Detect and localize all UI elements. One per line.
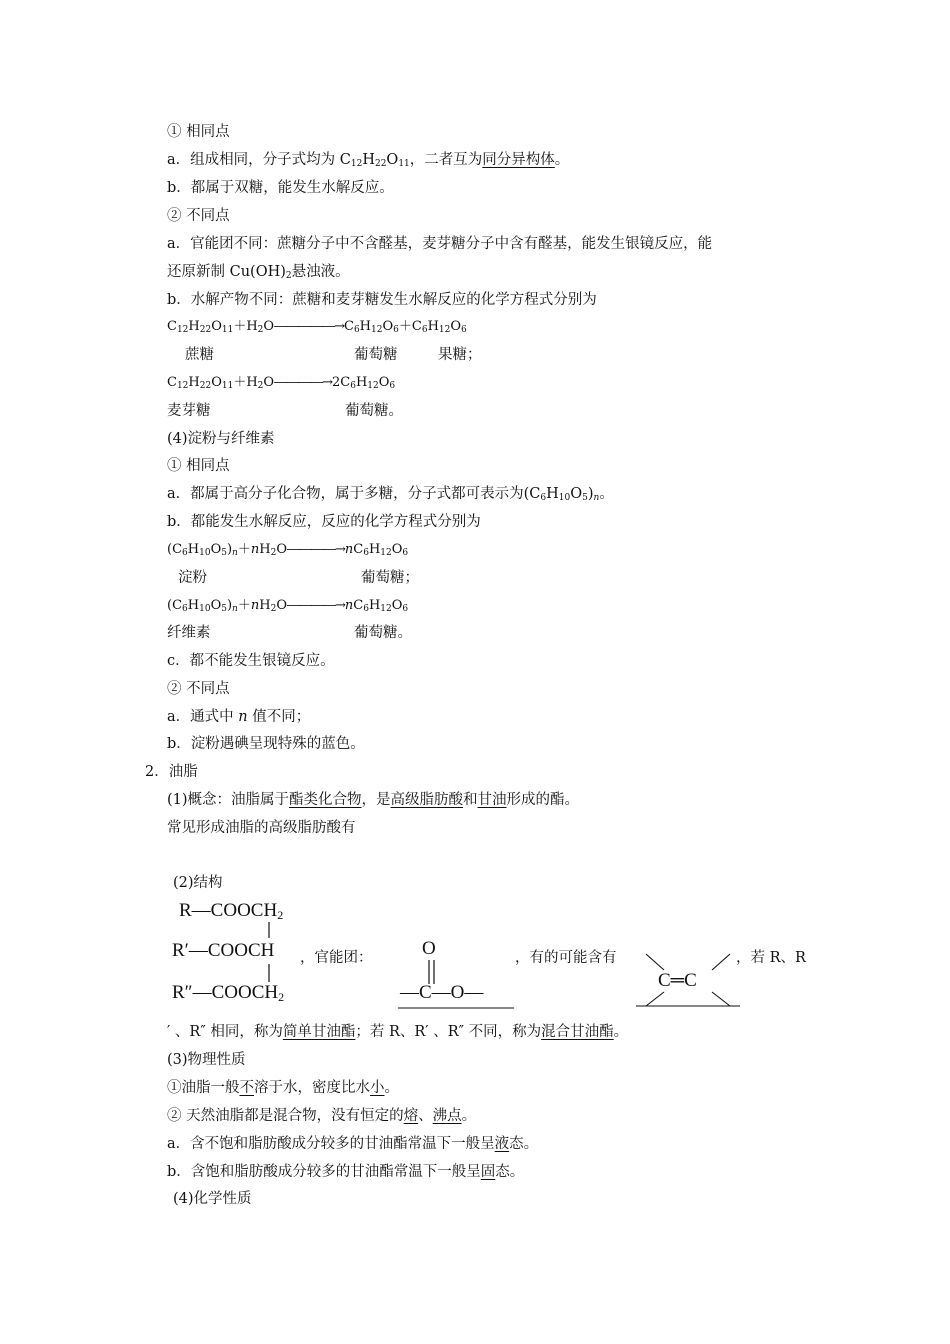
compound-label: 纤维素	[167, 625, 211, 641]
text-line: b．淀粉遇碘呈现特殊的蓝色。	[167, 736, 365, 752]
underlined-answer: 同分异构体	[482, 152, 555, 168]
structure-row: $R''—COOCH_2$	[172, 982, 285, 1004]
triglyceride-structure	[172, 896, 312, 1014]
underlined-answer: 固	[480, 1164, 496, 1180]
text-line: a．含不饱和脂肪酸成分较多的甘油酯常温下一般呈液态。	[167, 1136, 539, 1152]
structure-row: R′—COOCH	[172, 940, 275, 961]
underlined-answer: 高级脂肪酸	[390, 792, 464, 808]
compound-label: 麦芽糖	[167, 403, 211, 419]
text-line: b．都能发生水解反应，反应的化学方程式分别为	[167, 514, 481, 530]
section-heading: (4)化学性质	[173, 1191, 252, 1207]
text-line: ② 不同点	[167, 208, 230, 224]
structure-bonds	[398, 938, 516, 1010]
compound-label: 葡萄糖。	[345, 403, 403, 419]
structure-row: —C—O—	[400, 982, 484, 1003]
reaction-arrow: ―――――→	[274, 319, 344, 334]
text-line: b．都属于双糖，能发生水解反应。	[167, 180, 394, 196]
text-line: b．含饱和脂肪酸成分较多的甘油酯常温下一般呈固态。	[167, 1164, 525, 1180]
text-line: 还原新制 $Cu(OH)_2$悬浊液。	[167, 264, 350, 281]
structure-bonds	[172, 896, 312, 1014]
text-line: ① 相同点	[167, 124, 230, 140]
text-line: b．水解产物不同：蔗糖和麦芽糖发生水解反应的化学方程式分别为	[167, 292, 597, 308]
underlined-answer: 小	[370, 1080, 385, 1096]
compound-label: 淀粉	[178, 570, 207, 586]
underlined-answer: 简单甘油酯	[282, 1024, 356, 1040]
ester-group-structure	[398, 938, 516, 1010]
compound-label: 葡萄糖；	[361, 570, 419, 586]
structure-row: C═C	[658, 970, 697, 991]
equation-maltose: $C_{12}H_{22}O_{11}+H_2O――――\to 2C_6H_{12}O_6$	[167, 375, 396, 391]
underlined-answer: 混合甘油酯	[541, 1024, 614, 1040]
text-line: ② 不同点	[167, 681, 230, 697]
text-line: ′ 、R″ 相同，称为简单甘油酯；若 R、R′ 、R″ 不同，称为混合甘油酯。	[167, 1024, 629, 1040]
text-line: (1)概念：油脂属于酯类化合物，是高级脂肪酸和甘油形成的酯。	[167, 792, 580, 808]
text-line: a．官能团不同：蔗糖分子中不含醛基，麦芽糖分子中含有醛基，能发生银镜反应，能	[167, 236, 713, 252]
section-heading: (4)淀粉与纤维素	[167, 431, 275, 447]
text-line: a．通式中 n 值不同；	[167, 709, 311, 725]
text-line: ①油脂一般不溶于水，密度比水小。	[167, 1080, 399, 1096]
text-line: ① 相同点	[167, 458, 230, 474]
section-heading: (3)物理性质	[167, 1052, 246, 1068]
underlined-answer: 酯类化合物	[289, 792, 362, 808]
underlined-answer: 不	[239, 1080, 254, 1096]
structure-row: $R—COOCH_2$	[179, 900, 284, 922]
reaction-arrow: ――――→	[286, 542, 345, 557]
section-heading: 2．油脂	[145, 764, 198, 780]
compound-label: 葡萄糖	[354, 347, 398, 363]
compound-label: 果糖；	[438, 347, 482, 363]
equation-starch: $(C_6H_{10}O_5)_n+nH_2O――――\to nC_6H_{12}O_6$	[167, 542, 409, 558]
underlined-answer: 熔	[403, 1108, 419, 1124]
structure-bonds	[636, 950, 740, 1010]
text-line: a．都属于高分子化合物，属于多糖，分子式都可表示为$(C_6H_{10}O_5)_n$。	[167, 486, 614, 503]
equation-cellulose: $(C_6H_{10}O_5)_n+nH_2O――――\to nC_6H_{12}O_6$	[167, 598, 409, 614]
text-line: ② 天然油脂都是混合物，没有恒定的熔、沸点。	[167, 1108, 477, 1124]
text-line: ，若 R、R	[736, 950, 806, 966]
double-bond-structure	[636, 950, 740, 1010]
text-line: ，官能团：	[300, 950, 373, 966]
reaction-arrow: ――――→	[286, 598, 345, 613]
underlined-answer: 液	[494, 1136, 510, 1152]
compound-label: 葡萄糖。	[354, 625, 412, 641]
section-heading: (2)结构	[173, 875, 223, 891]
compound-label: 蔗糖	[185, 347, 214, 363]
structure-atom: O	[422, 938, 436, 959]
underlined-answer: 甘油	[477, 792, 507, 808]
underlined-answer: 沸点	[432, 1108, 462, 1124]
reaction-arrow: ――――→	[274, 375, 332, 390]
text-line: 常见形成油脂的高级脂肪酸有	[167, 820, 356, 836]
text-line: c．都不能发生银镜反应。	[167, 653, 335, 669]
text-line: ，有的可能含有	[515, 950, 617, 966]
equation-sucrose: $C_{12}H_{22}O_{11}+H_2O―――――\to C_6H_{12}O_6+C_6H_{12}O_6$	[167, 319, 467, 335]
text-line: a．组成相同，分子式均为 $C_{12}H_{22}O_{11}$，二者互为同分异构体。	[167, 152, 570, 169]
